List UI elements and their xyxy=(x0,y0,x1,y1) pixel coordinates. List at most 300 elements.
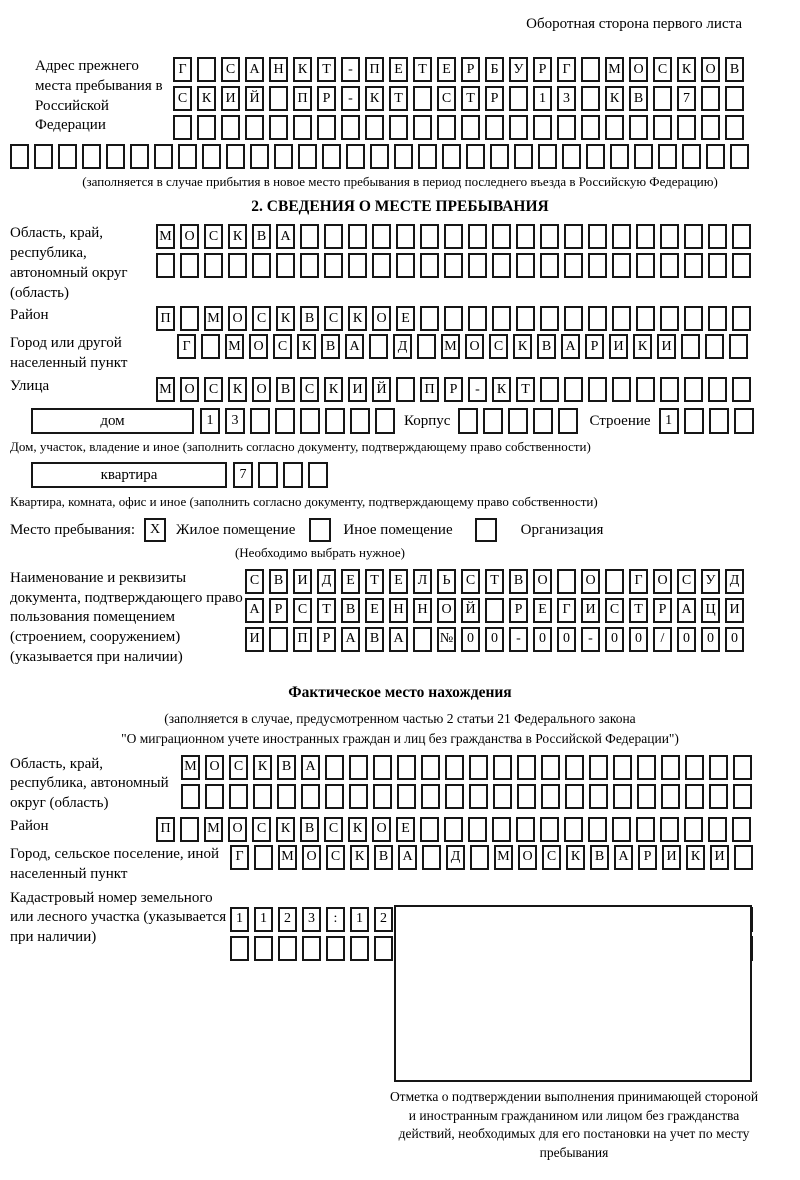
char-box[interactable]: О xyxy=(629,57,648,82)
char-box[interactable]: 3 xyxy=(557,86,576,111)
char-box[interactable]: В xyxy=(276,377,295,402)
char-box[interactable] xyxy=(283,462,303,488)
char-box[interactable] xyxy=(369,334,388,359)
char-box[interactable]: В xyxy=(269,569,288,594)
char-box[interactable]: 3 xyxy=(302,907,321,932)
char-box[interactable] xyxy=(564,253,583,278)
char-box[interactable] xyxy=(709,408,729,434)
char-box[interactable]: П xyxy=(293,86,312,111)
char-box[interactable] xyxy=(565,755,584,780)
char-box[interactable]: Т xyxy=(389,86,408,111)
char-box[interactable]: О xyxy=(437,598,456,623)
char-box[interactable]: С xyxy=(437,86,456,111)
char-box[interactable]: К xyxy=(253,755,272,780)
char-box[interactable] xyxy=(588,817,607,842)
char-box[interactable] xyxy=(421,755,440,780)
char-box[interactable] xyxy=(732,817,751,842)
char-box[interactable]: В xyxy=(725,57,744,82)
char-box[interactable]: 0 xyxy=(701,627,720,652)
char-box[interactable]: С xyxy=(489,334,508,359)
char-box[interactable] xyxy=(658,144,677,169)
char-box[interactable]: А xyxy=(245,598,264,623)
char-box[interactable] xyxy=(588,306,607,331)
char-box[interactable]: - xyxy=(468,377,487,402)
char-box[interactable] xyxy=(684,377,703,402)
char-box[interactable] xyxy=(708,817,727,842)
char-box[interactable] xyxy=(517,755,536,780)
char-box[interactable]: С xyxy=(221,57,240,82)
char-box[interactable] xyxy=(684,253,703,278)
char-box[interactable] xyxy=(610,144,629,169)
char-box[interactable]: Т xyxy=(413,57,432,82)
char-box[interactable] xyxy=(729,334,748,359)
char-box[interactable] xyxy=(605,569,624,594)
char-box[interactable]: Е xyxy=(341,569,360,594)
char-box[interactable] xyxy=(230,936,249,961)
char-box[interactable]: Е xyxy=(365,598,384,623)
char-box[interactable] xyxy=(490,144,509,169)
char-box[interactable]: С xyxy=(173,86,192,111)
char-box[interactable]: Р xyxy=(461,57,480,82)
char-box[interactable]: Р xyxy=(485,86,504,111)
char-box[interactable] xyxy=(422,845,441,870)
char-box[interactable] xyxy=(397,784,416,809)
char-box[interactable]: Ь xyxy=(437,569,456,594)
char-box[interactable] xyxy=(373,755,392,780)
char-box[interactable] xyxy=(180,306,199,331)
char-box[interactable] xyxy=(588,377,607,402)
char-box[interactable] xyxy=(538,144,557,169)
char-box[interactable]: А xyxy=(276,224,295,249)
char-box[interactable]: 1 xyxy=(230,907,249,932)
char-box[interactable]: К xyxy=(348,306,367,331)
char-box[interactable] xyxy=(444,306,463,331)
checkbox-organization[interactable] xyxy=(475,518,497,542)
char-box[interactable] xyxy=(308,462,328,488)
char-box[interactable] xyxy=(485,598,504,623)
char-box[interactable] xyxy=(317,115,336,140)
char-box[interactable] xyxy=(540,817,559,842)
char-box[interactable] xyxy=(444,224,463,249)
char-box[interactable]: Е xyxy=(396,306,415,331)
char-box[interactable] xyxy=(661,755,680,780)
char-box[interactable] xyxy=(483,408,503,434)
char-box[interactable]: Е xyxy=(389,57,408,82)
char-box[interactable]: М xyxy=(204,306,223,331)
char-box[interactable] xyxy=(660,306,679,331)
char-box[interactable]: И xyxy=(609,334,628,359)
char-box[interactable] xyxy=(253,784,272,809)
char-box[interactable] xyxy=(588,253,607,278)
char-box[interactable] xyxy=(605,115,624,140)
char-box[interactable] xyxy=(613,755,632,780)
char-box[interactable] xyxy=(445,784,464,809)
char-box[interactable] xyxy=(540,224,559,249)
char-box[interactable]: В xyxy=(590,845,609,870)
char-box[interactable] xyxy=(254,845,273,870)
char-box[interactable]: И xyxy=(581,598,600,623)
char-box[interactable]: П xyxy=(293,627,312,652)
char-box[interactable]: 0 xyxy=(461,627,480,652)
char-box[interactable] xyxy=(221,115,240,140)
char-box[interactable] xyxy=(533,408,553,434)
char-box[interactable] xyxy=(581,86,600,111)
char-box[interactable] xyxy=(540,306,559,331)
char-box[interactable]: М xyxy=(441,334,460,359)
char-box[interactable] xyxy=(485,115,504,140)
char-box[interactable] xyxy=(732,224,751,249)
char-box[interactable] xyxy=(301,784,320,809)
char-box[interactable] xyxy=(468,253,487,278)
char-box[interactable] xyxy=(469,784,488,809)
char-box[interactable] xyxy=(634,144,653,169)
char-box[interactable] xyxy=(612,306,631,331)
char-box[interactable]: Н xyxy=(269,57,288,82)
char-box[interactable] xyxy=(636,224,655,249)
char-box[interactable]: Е xyxy=(533,598,552,623)
char-box[interactable] xyxy=(709,755,728,780)
char-box[interactable] xyxy=(682,144,701,169)
char-box[interactable] xyxy=(684,224,703,249)
char-box[interactable] xyxy=(533,115,552,140)
char-box[interactable]: Т xyxy=(485,569,504,594)
char-box[interactable] xyxy=(396,253,415,278)
char-box[interactable] xyxy=(660,224,679,249)
char-box[interactable]: Р xyxy=(317,627,336,652)
char-box[interactable] xyxy=(492,306,511,331)
char-box[interactable] xyxy=(298,144,317,169)
char-box[interactable]: О xyxy=(180,377,199,402)
char-box[interactable] xyxy=(350,936,369,961)
char-box[interactable]: Г xyxy=(557,57,576,82)
char-box[interactable] xyxy=(181,784,200,809)
char-box[interactable] xyxy=(349,784,368,809)
char-box[interactable]: Д xyxy=(725,569,744,594)
char-box[interactable]: О xyxy=(372,817,391,842)
char-box[interactable] xyxy=(636,253,655,278)
char-box[interactable]: Д xyxy=(317,569,336,594)
char-box[interactable]: - xyxy=(581,627,600,652)
char-box[interactable] xyxy=(421,784,440,809)
char-box[interactable] xyxy=(180,253,199,278)
char-box[interactable]: П xyxy=(156,817,175,842)
char-box[interactable]: А xyxy=(341,627,360,652)
char-box[interactable]: В xyxy=(509,569,528,594)
house-type-box[interactable]: дом xyxy=(31,408,194,434)
char-box[interactable] xyxy=(725,115,744,140)
char-box[interactable]: С xyxy=(326,845,345,870)
char-box[interactable]: С xyxy=(293,598,312,623)
char-box[interactable]: О xyxy=(228,817,247,842)
char-box[interactable]: К xyxy=(276,306,295,331)
char-box[interactable]: 0 xyxy=(677,627,696,652)
char-box[interactable]: Р xyxy=(269,598,288,623)
char-box[interactable]: С xyxy=(204,224,223,249)
char-box[interactable] xyxy=(565,784,584,809)
char-box[interactable] xyxy=(397,755,416,780)
char-box[interactable]: М xyxy=(156,377,175,402)
char-box[interactable] xyxy=(300,224,319,249)
char-box[interactable] xyxy=(396,224,415,249)
char-box[interactable] xyxy=(173,115,192,140)
checkbox-other-premises[interactable] xyxy=(309,518,331,542)
char-box[interactable] xyxy=(612,224,631,249)
char-box[interactable]: 0 xyxy=(557,627,576,652)
char-box[interactable] xyxy=(509,115,528,140)
char-box[interactable] xyxy=(636,817,655,842)
char-box[interactable] xyxy=(180,817,199,842)
char-box[interactable]: С xyxy=(204,377,223,402)
char-box[interactable]: Г xyxy=(230,845,249,870)
char-box[interactable] xyxy=(732,253,751,278)
char-box[interactable]: М xyxy=(181,755,200,780)
char-box[interactable] xyxy=(637,784,656,809)
char-box[interactable]: О xyxy=(518,845,537,870)
char-box[interactable]: Р xyxy=(444,377,463,402)
char-box[interactable] xyxy=(636,306,655,331)
char-box[interactable] xyxy=(202,144,221,169)
char-box[interactable]: С xyxy=(273,334,292,359)
char-box[interactable]: У xyxy=(509,57,528,82)
char-box[interactable] xyxy=(492,224,511,249)
char-box[interactable] xyxy=(276,253,295,278)
char-box[interactable]: 0 xyxy=(533,627,552,652)
char-box[interactable] xyxy=(269,627,288,652)
char-box[interactable] xyxy=(205,784,224,809)
char-box[interactable]: Ц xyxy=(701,598,720,623)
char-box[interactable]: К xyxy=(293,57,312,82)
char-box[interactable] xyxy=(341,115,360,140)
char-box[interactable]: О xyxy=(465,334,484,359)
char-box[interactable] xyxy=(581,57,600,82)
char-box[interactable]: И xyxy=(245,627,264,652)
char-box[interactable]: М xyxy=(156,224,175,249)
char-box[interactable] xyxy=(269,86,288,111)
char-box[interactable] xyxy=(734,845,753,870)
char-box[interactable]: О xyxy=(581,569,600,594)
char-box[interactable]: Е xyxy=(396,817,415,842)
char-box[interactable]: А xyxy=(389,627,408,652)
char-box[interactable] xyxy=(612,253,631,278)
char-box[interactable] xyxy=(293,115,312,140)
char-box[interactable] xyxy=(348,253,367,278)
char-box[interactable] xyxy=(516,253,535,278)
char-box[interactable] xyxy=(154,144,173,169)
char-box[interactable]: А xyxy=(301,755,320,780)
char-box[interactable]: О xyxy=(701,57,720,82)
char-box[interactable] xyxy=(541,784,560,809)
char-box[interactable]: 0 xyxy=(725,627,744,652)
char-box[interactable]: В xyxy=(629,86,648,111)
char-box[interactable]: К xyxy=(677,57,696,82)
char-box[interactable] xyxy=(348,224,367,249)
char-box[interactable] xyxy=(34,144,53,169)
char-box[interactable] xyxy=(708,253,727,278)
char-box[interactable] xyxy=(492,253,511,278)
char-box[interactable]: Д xyxy=(393,334,412,359)
char-box[interactable] xyxy=(589,755,608,780)
char-box[interactable]: К xyxy=(276,817,295,842)
char-box[interactable] xyxy=(540,253,559,278)
char-box[interactable] xyxy=(245,115,264,140)
char-box[interactable]: К xyxy=(324,377,343,402)
char-box[interactable] xyxy=(629,115,648,140)
char-box[interactable]: Н xyxy=(389,598,408,623)
char-box[interactable] xyxy=(701,86,720,111)
char-box[interactable]: Г xyxy=(173,57,192,82)
char-box[interactable] xyxy=(420,817,439,842)
char-box[interactable] xyxy=(708,306,727,331)
char-box[interactable] xyxy=(413,115,432,140)
char-box[interactable]: Г xyxy=(629,569,648,594)
char-box[interactable] xyxy=(516,817,535,842)
char-box[interactable] xyxy=(612,817,631,842)
char-box[interactable]: С xyxy=(245,569,264,594)
char-box[interactable]: С xyxy=(252,306,271,331)
char-box[interactable] xyxy=(226,144,245,169)
char-box[interactable]: - xyxy=(509,627,528,652)
char-box[interactable] xyxy=(252,253,271,278)
char-box[interactable]: Т xyxy=(317,598,336,623)
char-box[interactable] xyxy=(684,408,704,434)
char-box[interactable] xyxy=(420,224,439,249)
char-box[interactable]: - xyxy=(341,57,360,82)
char-box[interactable] xyxy=(396,377,415,402)
char-box[interactable] xyxy=(725,86,744,111)
char-box[interactable] xyxy=(417,334,436,359)
char-box[interactable] xyxy=(541,755,560,780)
char-box[interactable]: В xyxy=(277,755,296,780)
char-box[interactable] xyxy=(685,784,704,809)
char-box[interactable] xyxy=(250,144,269,169)
char-box[interactable]: К xyxy=(566,845,585,870)
char-box[interactable]: 2 xyxy=(374,907,393,932)
char-box[interactable]: И xyxy=(710,845,729,870)
char-box[interactable]: О xyxy=(302,845,321,870)
char-box[interactable]: О xyxy=(249,334,268,359)
char-box[interactable]: Е xyxy=(389,569,408,594)
char-box[interactable]: О xyxy=(653,569,672,594)
char-box[interactable] xyxy=(365,115,384,140)
char-box[interactable] xyxy=(254,936,273,961)
char-box[interactable] xyxy=(370,144,389,169)
char-box[interactable] xyxy=(637,755,656,780)
char-box[interactable] xyxy=(250,408,270,434)
char-box[interactable]: В xyxy=(374,845,393,870)
char-box[interactable]: К xyxy=(297,334,316,359)
char-box[interactable] xyxy=(653,86,672,111)
char-box[interactable]: - xyxy=(341,86,360,111)
char-box[interactable]: Г xyxy=(177,334,196,359)
char-box[interactable] xyxy=(660,377,679,402)
char-box[interactable] xyxy=(516,224,535,249)
char-box[interactable] xyxy=(493,755,512,780)
char-box[interactable] xyxy=(709,784,728,809)
char-box[interactable] xyxy=(681,334,700,359)
char-box[interactable] xyxy=(733,755,752,780)
char-box[interactable]: : xyxy=(326,907,345,932)
char-box[interactable]: Т xyxy=(629,598,648,623)
char-box[interactable]: Р xyxy=(585,334,604,359)
char-box[interactable] xyxy=(701,115,720,140)
char-box[interactable]: П xyxy=(156,306,175,331)
char-box[interactable]: 2 xyxy=(278,907,297,932)
char-box[interactable] xyxy=(708,224,727,249)
char-box[interactable] xyxy=(82,144,101,169)
char-box[interactable]: О xyxy=(252,377,271,402)
char-box[interactable] xyxy=(660,817,679,842)
char-box[interactable]: Р xyxy=(653,598,672,623)
char-box[interactable]: К xyxy=(686,845,705,870)
char-box[interactable] xyxy=(508,408,528,434)
char-box[interactable] xyxy=(493,784,512,809)
char-box[interactable]: К xyxy=(350,845,369,870)
char-box[interactable]: С xyxy=(324,817,343,842)
char-box[interactable]: № xyxy=(437,627,456,652)
char-box[interactable] xyxy=(540,377,559,402)
char-box[interactable] xyxy=(732,377,751,402)
char-box[interactable] xyxy=(557,115,576,140)
char-box[interactable] xyxy=(661,784,680,809)
char-box[interactable] xyxy=(413,86,432,111)
char-box[interactable] xyxy=(302,936,321,961)
char-box[interactable]: К xyxy=(228,377,247,402)
char-box[interactable]: С xyxy=(229,755,248,780)
char-box[interactable] xyxy=(201,334,220,359)
char-box[interactable] xyxy=(228,253,247,278)
char-box[interactable] xyxy=(564,306,583,331)
char-box[interactable] xyxy=(372,224,391,249)
char-box[interactable]: В xyxy=(321,334,340,359)
char-box[interactable] xyxy=(418,144,437,169)
char-box[interactable] xyxy=(685,755,704,780)
char-box[interactable]: А xyxy=(614,845,633,870)
char-box[interactable] xyxy=(413,627,432,652)
char-box[interactable]: А xyxy=(677,598,696,623)
char-box[interactable] xyxy=(636,377,655,402)
char-box[interactable] xyxy=(469,755,488,780)
char-box[interactable] xyxy=(612,377,631,402)
char-box[interactable]: К xyxy=(513,334,532,359)
char-box[interactable] xyxy=(581,115,600,140)
char-box[interactable]: Т xyxy=(365,569,384,594)
char-box[interactable] xyxy=(586,144,605,169)
char-box[interactable]: В xyxy=(300,817,319,842)
char-box[interactable] xyxy=(10,144,29,169)
char-box[interactable] xyxy=(389,115,408,140)
char-box[interactable]: С xyxy=(324,306,343,331)
char-box[interactable] xyxy=(156,253,175,278)
char-box[interactable] xyxy=(588,224,607,249)
char-box[interactable] xyxy=(684,306,703,331)
char-box[interactable]: П xyxy=(365,57,384,82)
char-box[interactable]: 1 xyxy=(200,408,220,434)
char-box[interactable]: М xyxy=(204,817,223,842)
char-box[interactable] xyxy=(564,377,583,402)
char-box[interactable] xyxy=(274,144,293,169)
char-box[interactable] xyxy=(324,253,343,278)
char-box[interactable] xyxy=(732,306,751,331)
char-box[interactable] xyxy=(374,936,393,961)
char-box[interactable] xyxy=(277,784,296,809)
char-box[interactable] xyxy=(420,253,439,278)
char-box[interactable] xyxy=(562,144,581,169)
char-box[interactable] xyxy=(437,115,456,140)
char-box[interactable]: С xyxy=(300,377,319,402)
char-box[interactable]: С xyxy=(653,57,672,82)
char-box[interactable] xyxy=(509,86,528,111)
char-box[interactable] xyxy=(275,408,295,434)
